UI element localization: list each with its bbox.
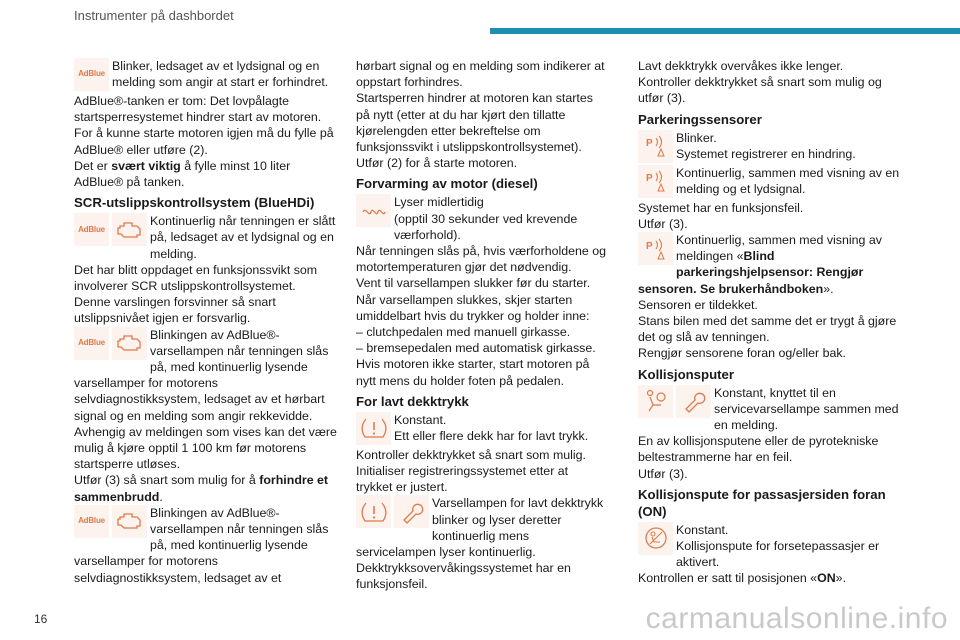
tyre-item-2 <box>356 495 608 560</box>
park-text-6: Kontinuerlig, sammen med visning av meldingen «Blind parkeringshjelpsensor: Rengjør sensoren. Se brukerhåndboken». <box>638 233 882 296</box>
scr-item-2 <box>74 327 340 424</box>
park-text-3: Kontinuerlig, sammen med visning av en melding og et lydsignal. <box>676 165 900 196</box>
glow-plug-icon <box>356 194 391 227</box>
adblue-icon: AdBlue <box>74 505 109 538</box>
svg-text:P: P <box>645 240 653 252</box>
adblue-tank-empty-text: AdBlue®-tanken er tom: Det lovpålagte startsperresystemet hindrer start av motoren. <box>74 94 322 125</box>
tyre-text-2: Ett eller flere dekk har for lavt trykk. <box>394 429 589 444</box>
scr-text-1: Kontinuerlig når tenningen er slått på, ledsaget av et lydsignal og en melding. <box>150 214 336 261</box>
adblue-refill-text: For å kunne starte motoren igjen må du fylle på AdBlue® eller utføre (2). <box>74 126 334 157</box>
start-lock-text: Startsperren hindrer at motoren kan startes på nytt (etter at du har kjørt den tillatte kjørelengden etter bekreftelse om funksjonssvikt i utslippskontrollsystemet). <box>356 91 593 155</box>
park-text-4: Systemet har en funksjonsfeil. <box>638 200 804 215</box>
park-item-2 <box>638 165 900 200</box>
airbags-heading: Kollisjonsputer <box>638 366 734 382</box>
adblue-icon: AdBlue <box>74 58 109 91</box>
park-text-1: Blinker. <box>676 130 717 145</box>
tyre-not-monitored-text: Lavt dekktrykk overvåkes ikke lenger. <box>638 59 844 73</box>
parking-sensors-heading: Parkeringssensorer <box>638 111 762 127</box>
airbag-person-icon <box>638 385 673 418</box>
passenger-airbag-item <box>638 522 900 571</box>
passenger-airbag-heading: Kollisjonspute for passasjersiden foran (ON) <box>638 486 886 519</box>
passenger-airbag-text-1: Konstant. <box>676 522 729 537</box>
scr-text-5: Avhengig av meldingen som vises kan det være mulig å kjøre opptil 1 100 km før motorens startsperre utløses. <box>74 424 337 472</box>
park-text-8: Stans bilen med det samme det er trygt å gjøre det og slå av tenningen. <box>638 314 897 345</box>
page-number: 16 <box>34 612 48 626</box>
tyre-text-4: Initialiser registreringssystemet etter at trykket er justert. <box>356 464 569 495</box>
tyre-pressure-icon <box>356 495 391 528</box>
scr-text-4: Blinkingen av AdBlue®-varsellampen når tenningen slås på, med kontinuerlig lysende varsellamper for motorens selvdiagnostikksystem, ledsaget av et hørbart signal og en melding som angir rekkevidde. <box>74 327 329 423</box>
glow-text-6: – clutchpedalen med manuell girkasse. <box>356 325 571 340</box>
tyre-check-text: Kontroller dekktrykket så snart som mulig og utfør (3). <box>638 75 882 106</box>
tyre-text-3: Kontroller dekktrykket så snart som mulig. <box>356 447 586 462</box>
tyre-text-6: Dekktrykksovervåkingssystemet har en funksjonsfeil. <box>356 561 571 592</box>
park-item-1 <box>638 130 900 165</box>
svg-text:P: P <box>645 173 653 185</box>
scr-text-6: Utfør (3) så snart som mulig for å forhindre et sammenbrudd. <box>74 473 329 504</box>
header-accent-bar <box>490 28 960 34</box>
scr-item-1 <box>74 213 340 262</box>
service-wrench-icon <box>676 385 711 418</box>
glow-text-7: – bremsepedalen med automatisk girkasse. <box>356 341 596 356</box>
airbag-text-3: Utfør (3). <box>638 466 688 481</box>
service-wrench-icon <box>394 495 429 528</box>
svg-text:P: P <box>645 138 653 150</box>
passenger-airbag-text-3: Kontrollen er satt til posisjonen «ON». <box>638 571 847 586</box>
scr-heading: SCR-utslippskontrollsystem (BlueHDi) <box>74 195 315 211</box>
glow-text-8: Hvis motoren ikke starter, start motoren på nytt mens du holder foten på pedalen. <box>356 357 590 388</box>
scr-item-3 <box>74 505 340 586</box>
tyre-heading: For lavt dekktrykk <box>356 393 469 409</box>
scr-text-2: Det har blitt oppdaget en funksjonssvikt som involverer SCR utslippskontrollsystemet. <box>74 262 318 294</box>
tyre-item-1 <box>356 412 608 447</box>
parking-sensor-icon <box>638 130 673 163</box>
tyre-text-5: Varsellampen for lavt dekktrykk blinker og lyser deretter kontinuerlig mens servicelampen lyser kontinuerlig. <box>356 496 604 560</box>
airbag-item <box>638 385 900 434</box>
park-item-3 <box>638 232 900 297</box>
airbag-text-2: En av kollisjonsputene eller de pyrotekniske beltestrammerne har en feil. <box>638 434 879 465</box>
column-3 <box>638 58 900 587</box>
park-text-2: Systemet registrerer en hindring. <box>676 146 856 161</box>
adblue-start-text: Blinker, ledsaget av et lydsignal og en melding som angir at start er forhindret. <box>112 59 329 90</box>
glow-text-5: Når varsellampen slukkes, skjer starten umiddelbart hvis du trykker og holder inne: <box>356 292 590 323</box>
glow-text-1: Lyser midlertidig <box>394 195 484 210</box>
page-header-title: Instrumenter på dashbordet <box>74 8 234 23</box>
glow-text-4: Vent til varsellampen slukker før du starter. <box>356 276 591 291</box>
park-text-7: Sensoren er tildekket. <box>638 297 758 312</box>
adblue-start-block-item <box>74 58 340 93</box>
adblue-icon: AdBlue <box>74 327 109 360</box>
parking-sensor-icon <box>638 165 673 198</box>
engine-check-icon <box>112 213 147 246</box>
column-2 <box>356 58 608 593</box>
column-1 <box>74 58 340 586</box>
glow-plug-heading: Forvarming av motor (diesel) <box>356 176 538 192</box>
passenger-airbag-text-2: Kollisjonspute for forsetepassasjer er aktivert. <box>676 539 880 570</box>
scr-text-7: Blinkingen av AdBlue®-varsellampen når tenningen slås på, med kontinuerlig lysende varsellamper for motorens selvdiagnostikksystem, ledsaget av et <box>74 505 329 585</box>
parking-sensor-icon <box>638 232 673 265</box>
adblue-important-text: Det er svært viktig å fylle minst 10 liter AdBlue® på tanken. <box>74 158 291 190</box>
adblue-icon: AdBlue <box>74 213 109 246</box>
watermark-text: carmanualsonline.info <box>645 602 948 635</box>
start-prevented-text: hørbart signal og en melding som indikerer at oppstart forhindres. <box>356 59 605 90</box>
tyre-pressure-icon <box>356 412 391 445</box>
glow-text-2: (opptil 30 sekunder ved krevende værforhold). <box>394 211 578 242</box>
engine-check-icon <box>112 505 147 538</box>
engine-check-icon <box>112 327 147 360</box>
glow-item <box>356 194 608 243</box>
airbag-text-1: Konstant, knyttet til en servicevarsellampe sammen med en melding. <box>714 385 899 433</box>
passenger-airbag-icon <box>638 522 673 555</box>
perform-2-text: Utfør (2) for å starte motoren. <box>356 156 518 171</box>
glow-text-3: Når tenningen slås på, hvis værforholdene og motortemperaturen gjør det nødvendig. <box>356 244 607 275</box>
tyre-text-1: Konstant. <box>394 412 447 427</box>
scr-text-3: Denne varslingen forsvinner så snart utslippsnivået igjen er forsvarlig. <box>74 295 276 326</box>
park-text-5: Utfør (3). <box>638 216 688 231</box>
park-text-9: Rengjør sensorene foran og/eller bak. <box>638 346 847 361</box>
